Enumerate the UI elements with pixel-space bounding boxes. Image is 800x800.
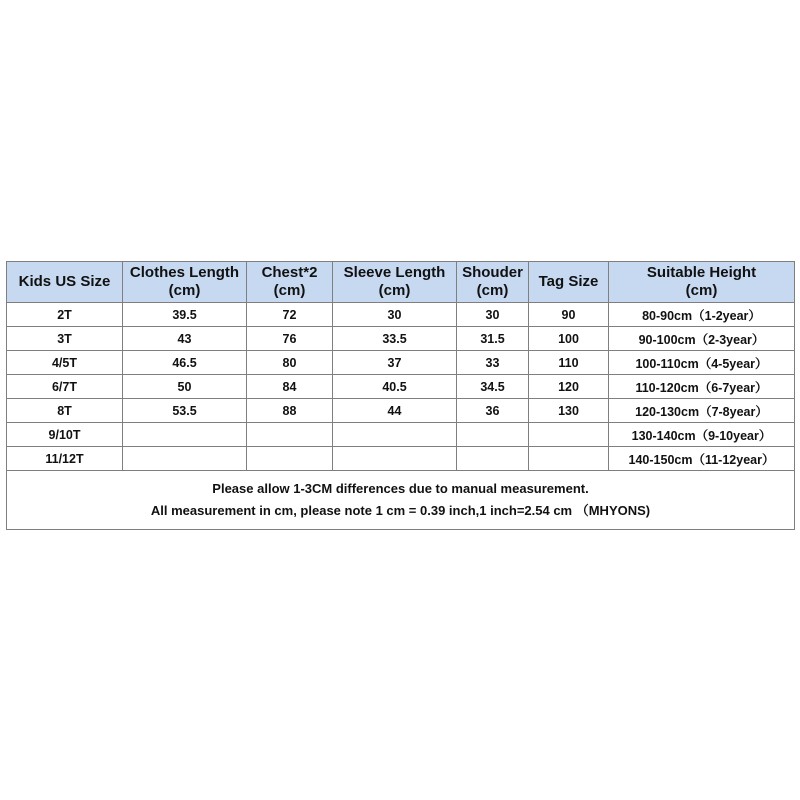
- cell-chest: 76: [247, 327, 333, 351]
- cell-sleeve-length: 37: [333, 351, 457, 375]
- size-chart-table: [6, 261, 795, 530]
- cell-suitable-height: 110-120cm（6-7year）: [609, 375, 795, 399]
- cell-chest: 84: [247, 375, 333, 399]
- cell-chest: 88: [247, 399, 333, 423]
- cell-size: 6/7T: [7, 375, 123, 399]
- cell-tag-size: 130: [529, 399, 609, 423]
- cell-tag-size: 90: [529, 303, 609, 327]
- cell-shoulder: 31.5: [457, 327, 529, 351]
- table-row: [7, 303, 795, 327]
- table-row: [7, 375, 795, 399]
- cell-size: 8T: [7, 399, 123, 423]
- cell-suitable-height: 80-90cm（1-2year）: [609, 303, 795, 327]
- cell-tag-size: 120: [529, 375, 609, 399]
- header-shoulder: Shouder (cm): [457, 262, 529, 303]
- note-line-manual-difference: Please allow 1-3CM differences due to manual measurement.: [212, 481, 589, 496]
- cell-clothes-length: 53.5: [123, 399, 247, 423]
- cell-clothes-length: [123, 423, 247, 447]
- header-clothes-length: Clothes Length (cm): [123, 262, 247, 303]
- cell-shoulder: [457, 447, 529, 471]
- header-chest: Chest*2 (cm): [247, 262, 333, 303]
- cell-tag-size: 100: [529, 327, 609, 351]
- cell-size: 4/5T: [7, 351, 123, 375]
- cell-size: 3T: [7, 327, 123, 351]
- cell-suitable-height: 120-130cm（7-8year）: [609, 399, 795, 423]
- cell-size: 2T: [7, 303, 123, 327]
- cell-chest: 72: [247, 303, 333, 327]
- cell-suitable-height: 90-100cm（2-3year）: [609, 327, 795, 351]
- cell-tag-size: 110: [529, 351, 609, 375]
- cell-size: 11/12T: [7, 447, 123, 471]
- cell-sleeve-length: [333, 423, 457, 447]
- cell-clothes-length: 46.5: [123, 351, 247, 375]
- cell-chest: [247, 423, 333, 447]
- header-tag-size: Tag Size: [529, 262, 609, 303]
- cell-clothes-length: 39.5: [123, 303, 247, 327]
- table-row: [7, 399, 795, 423]
- table-row: [7, 447, 795, 471]
- cell-clothes-length: 43: [123, 327, 247, 351]
- cell-shoulder: 36: [457, 399, 529, 423]
- note-row: [7, 471, 795, 530]
- cell-tag-size: [529, 423, 609, 447]
- table-row: [7, 423, 795, 447]
- cell-sleeve-length: [333, 447, 457, 471]
- table-header-row: [7, 262, 795, 303]
- cell-size: 9/10T: [7, 423, 123, 447]
- cell-shoulder: 33: [457, 351, 529, 375]
- cell-shoulder: 34.5: [457, 375, 529, 399]
- header-kids-us-size: Kids US Size: [7, 262, 123, 303]
- cell-suitable-height: 100-110cm（4-5year）: [609, 351, 795, 375]
- cell-tag-size: [529, 447, 609, 471]
- table-row: [7, 351, 795, 375]
- cell-clothes-length: [123, 447, 247, 471]
- measurement-note: [7, 471, 795, 530]
- cell-clothes-length: 50: [123, 375, 247, 399]
- table-row: [7, 327, 795, 351]
- cell-sleeve-length: 44: [333, 399, 457, 423]
- header-sleeve-length: Sleeve Length (cm): [333, 262, 457, 303]
- cell-shoulder: [457, 423, 529, 447]
- cell-shoulder: 30: [457, 303, 529, 327]
- header-suitable-height: Suitable Height (cm): [609, 262, 795, 303]
- cell-sleeve-length: 30: [333, 303, 457, 327]
- cell-sleeve-length: 33.5: [333, 327, 457, 351]
- cell-chest: 80: [247, 351, 333, 375]
- cell-suitable-height: 130-140cm（9-10year）: [609, 423, 795, 447]
- cell-suitable-height: 140-150cm（11-12year）: [609, 447, 795, 471]
- cell-sleeve-length: 40.5: [333, 375, 457, 399]
- cell-chest: [247, 447, 333, 471]
- note-line-unit-conversion: All measurement in cm, please note 1 cm = 0.39 inch,1 inch=2.54 cm （MHYONS): [150, 503, 651, 518]
